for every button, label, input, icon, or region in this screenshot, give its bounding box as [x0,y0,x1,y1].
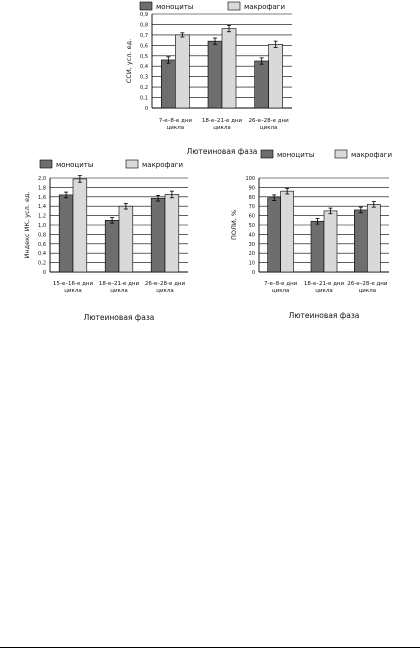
bar-macrophages [324,211,337,272]
y-tick-label: 70 [248,204,255,211]
y-axis-title: ПОЛИ, % [230,209,238,241]
legend-swatch-macrophages [126,160,138,168]
legend-swatch-macrophages [335,150,347,158]
bar-macrophages [119,206,133,272]
y-axis-title: ССИ, усл. ед. [125,38,133,84]
y-tick-label: 0,8 [38,232,46,239]
legend-label-macrophages: макрофаги [142,161,184,169]
bar-macrophages [269,44,283,108]
x-tick-label: цикла [259,125,278,131]
bar-macrophages [175,35,189,108]
x-tick-label: цикла [315,288,333,294]
bar-macrophages [165,194,179,272]
bar-macrophages [222,29,236,108]
x-tick-label: цикла [213,125,231,131]
y-tick-label: 0,6 [38,241,46,248]
y-axis-title: Индекс ИК, усл. ед. [23,191,31,259]
y-tick-label: 1,0 [38,223,46,229]
y-tick-label: 100 [245,176,255,182]
x-tick-label: 18-е–21-е дни [201,118,243,124]
legend-label-monocytes: моноциты [56,161,94,169]
y-tick-label: 0,9 [140,12,148,18]
bar-monocytes [311,221,324,272]
x-tick-label: цикла [358,288,377,294]
y-tick-label: 1,8 [38,185,46,192]
legend-label-monocytes: моноциты [156,3,194,11]
bar-monocytes [59,195,73,272]
y-tick-label: 1,2 [38,213,46,220]
y-tick-label: 0,4 [140,64,148,71]
y-tick-label: 2,0 [38,176,46,182]
x-axis-title: Лютеиновая фаза [186,147,258,156]
chart-top [120,0,300,160]
x-tick-label: цикла [64,288,82,294]
x-tick-label: 26-е–28-е дни [248,118,289,124]
bar-macrophages [367,204,380,272]
x-tick-label: цикла [271,288,290,294]
legend-label-macrophages: макрофаги [351,151,393,159]
legend-swatch-monocytes [140,2,152,10]
chart-bottom-right [225,148,415,323]
y-tick-label: 80 [248,194,255,201]
x-tick-label: 15-е–16-е дни [52,281,94,287]
legend-swatch-monocytes [40,160,52,168]
y-tick-label: 0,8 [140,22,148,29]
bar-macrophages [73,179,87,272]
x-tick-label: 26-е–28-е дни [144,281,186,287]
x-axis-title: Лютеиновая фаза [83,313,155,322]
y-tick-label: 20 [248,251,255,258]
y-tick-label: 0,2 [140,85,148,92]
x-tick-label: 18-е–21-е дни [303,281,345,287]
x-tick-label: цикла [156,288,174,294]
y-tick-label: 30 [248,241,255,248]
y-tick-label: 50 [248,223,255,229]
x-tick-label: 7-е–8-е дни [158,118,192,124]
y-tick-label: 0,5 [140,53,148,60]
y-tick-label: 1,6 [38,194,46,201]
x-tick-label: цикла [110,288,128,294]
y-tick-label: 0,2 [38,260,46,267]
bar-monocytes [151,198,165,272]
bar-monocytes [354,210,367,272]
bar-macrophages [281,191,294,272]
bar-monocytes [105,220,119,272]
y-tick-label: 0 [251,270,255,276]
y-tick-label: 60 [248,213,255,220]
y-tick-label: 90 [248,185,255,192]
y-tick-label: 0,6 [140,43,148,50]
y-tick-label: 40 [248,232,255,239]
x-tick-label: 26-е–28-е дни [347,281,388,287]
legend-swatch-monocytes [261,150,273,158]
legend-swatch-macrophages [228,2,240,10]
y-tick-label: 10 [248,260,255,267]
chart-bottom-left [20,152,215,327]
page-bottom-rule [0,647,420,648]
bar-monocytes [208,41,222,108]
y-tick-label: 0,3 [140,74,148,81]
y-tick-label: 1,4 [38,204,46,211]
x-tick-label: цикла [166,125,185,131]
x-axis-title: Лютеиновая фаза [288,311,360,320]
x-tick-label: 18-е–21-е дни [98,281,140,287]
y-tick-label: 0,7 [140,32,148,39]
x-tick-label: 7-е–8-е дни [264,281,298,287]
legend-label-monocytes: моноциты [277,151,315,159]
bar-monocytes [161,60,175,108]
legend-label-macrophages: макрофаги [244,3,286,11]
bar-monocytes [255,61,269,108]
y-tick-label: 0 [42,270,46,276]
y-tick-label: 0,4 [38,251,46,258]
y-tick-label: 0 [144,106,148,112]
y-tick-label: 0,1 [140,95,148,102]
bar-monocytes [268,198,281,272]
